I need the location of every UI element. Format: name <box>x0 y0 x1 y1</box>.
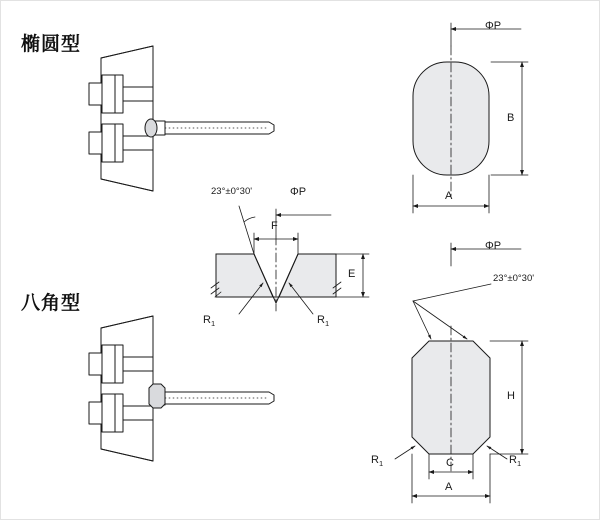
r1-octagon-left-sub: 1 <box>378 459 384 469</box>
label-phi-p-ellipse: ΦP <box>485 20 502 32</box>
label-b: B <box>507 112 515 124</box>
dim-angle-octagon <box>413 284 491 339</box>
oval-ring-profile <box>413 46 489 196</box>
label-phi-p-octagon: ΦP <box>485 240 502 252</box>
label-c: C <box>446 457 454 469</box>
groove-section-profile <box>211 236 341 311</box>
label-angle-groove: 23°±0°30' <box>211 186 253 197</box>
drawing-vector-layer <box>1 1 600 520</box>
flange-assembly-octagon <box>89 316 274 461</box>
dim-angle-groove <box>239 206 255 254</box>
title-octagon-type: 八角型 <box>21 293 82 314</box>
label-f: F <box>271 220 278 232</box>
label-e: E <box>348 268 356 280</box>
r1-octagon-right-sub: 1 <box>516 459 522 469</box>
r1-groove-right-sub: 1 <box>324 319 330 329</box>
r1-groove-left-sub: 1 <box>210 319 216 329</box>
label-r1-octagon-left <box>371 455 383 468</box>
r1-octagon-right-text: R <box>509 454 517 466</box>
octagon-ring-profile <box>412 326 490 471</box>
label-r1-groove-right <box>317 315 329 328</box>
label-r1-octagon-right <box>509 455 521 468</box>
label-phi-p-groove: ΦP <box>290 186 307 198</box>
r1-groove-right-text: R <box>317 314 325 326</box>
label-h: H <box>507 390 515 402</box>
r1-octagon-left-text: R <box>371 454 379 466</box>
label-a-ellipse: A <box>445 190 453 202</box>
dim-phi-p-groove <box>276 209 331 236</box>
flange-assembly-ellipse <box>89 46 274 191</box>
label-a-octagon: A <box>445 481 453 493</box>
label-r1-groove-left <box>203 315 215 328</box>
r1-groove-left-text: R <box>203 314 211 326</box>
label-angle-octagon: 23°±0°30' <box>493 273 535 284</box>
title-ellipse-type: 椭圆型 <box>21 34 82 55</box>
